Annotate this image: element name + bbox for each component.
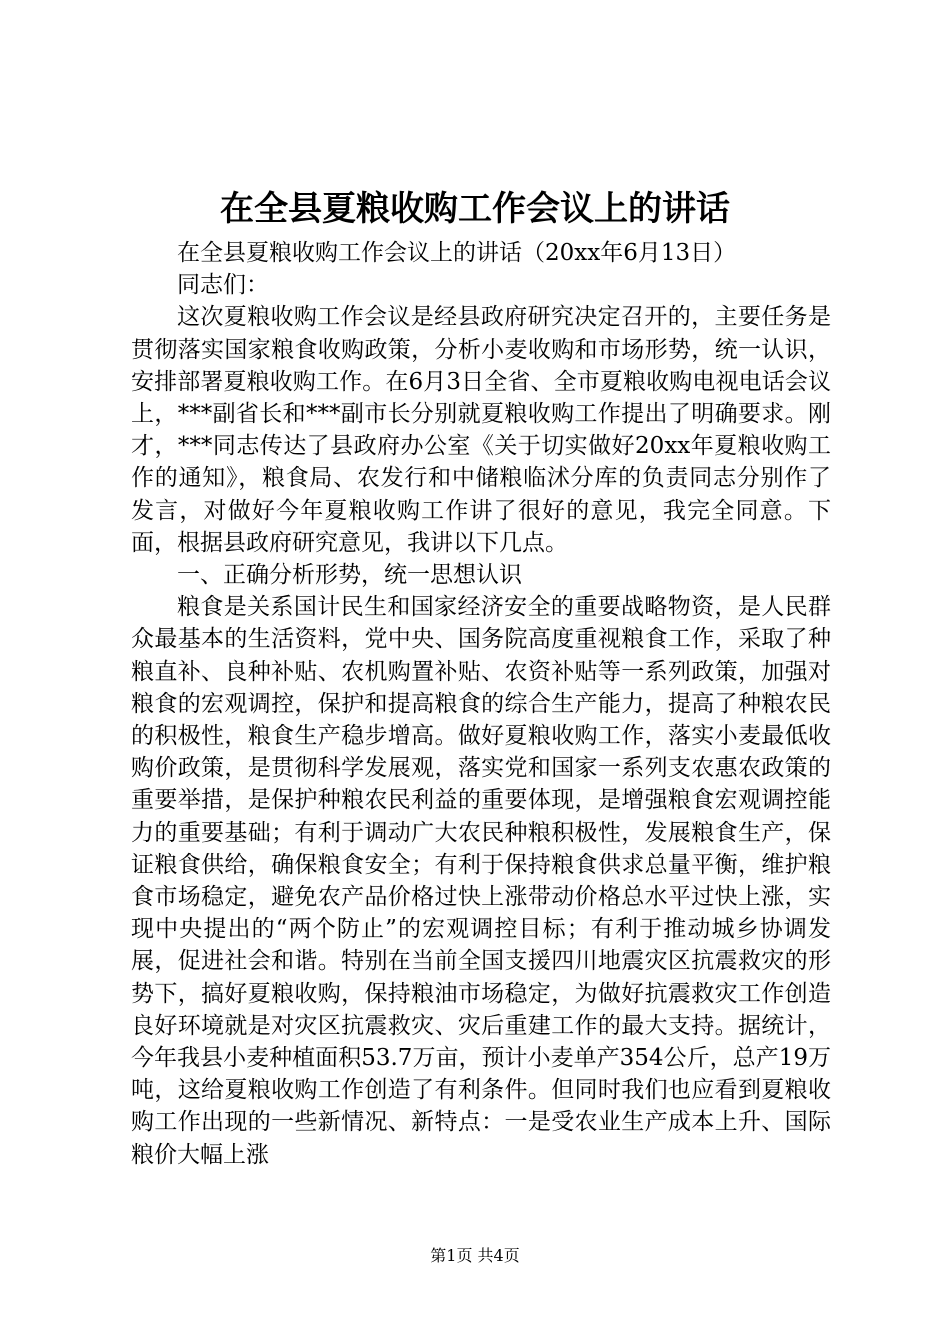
section-heading: 一、正确分析形势，统一思想认识 — [177, 562, 522, 589]
document-body — [131, 237, 831, 1171]
body-paragraph: 这次夏粮收购工作会议是经县政府研究决定召开的，主要任务是贯彻落实国家粮食收购政策，分析小麦收购和市场形势，统一认识，安排部署夏粮收购工作。在6月3日全省、全市夏粮收购电视电话会议上，***副省长和***副市长分别就夏粮收购工作提出了明确要求。刚才，***同志传达了县政府办公室《关于切实做好20xx年夏粮收购工作的通知》，粮食局、农发行和中储粮临沭分库的负责同志分别作了发言，对做好今年夏粮收购工作讲了很好的意见，我完全同意。下面，根据县政府研究意见，我讲以下几点。 — [131, 304, 831, 556]
subtitle-paragraph: 在全县夏粮收购工作会议上的讲话（20xx年6月13日） — [177, 240, 737, 266]
document-title: 在全县夏粮收购工作会议上的讲话 — [220, 189, 730, 229]
salutation-paragraph: 同志们： — [177, 272, 269, 299]
page-number-footer: 第1页 共4页 — [430, 1246, 520, 1265]
body-paragraph: 粮食是关系国计民生和国家经济安全的重要战略物资，是人民群众最基本的生活资料，党中央、国务院高度重视粮食工作，采取了种粮直补、良种补贴、农机购置补贴、农资补贴等一系列政策，加强对粮食的宏观调控，保护和提高粮食的综合生产能力，提高了种粮农民的积极性，粮食生产稳步增高。做好夏粮收购工作，落实小麦最低收购价政策，是贯彻科学发展观，落实党和国家一系列支农惠农政策的重要举措，是保护种粮农民利益的重要体现，是增强粮食宏观调控能力的重要基础；有利于调动广大农民种粮积极性，发展粮食生产，保证粮食供给，确保粮食安全；有利于保持粮食供求总量平衡，维护粮食市场稳定，避免农产品价格过快上涨带动价格总水平过快上涨，实现中央提出的“两个防止”的宏观调控目标；有利于推动城乡协调发展，促进社会和谐。特别在当前全国支援四川地震灾区抗震救灾的形势下，搞好夏粮收购，保持粮油市场稳定，为做好抗震救灾工作创造良好环境就是对灾区抗震救灾、灾后重建工作的最大支持。据统计，今年我县小麦种植面积53.7万亩，预计小麦单产354公斤，总产19万吨，这给夏粮收购工作创造了有利条件。但同时我们也应看到夏粮收购工作出现的一些新情况、新特点：一是受农业生产成本上升、国际粮价大幅上涨 — [131, 594, 831, 1168]
